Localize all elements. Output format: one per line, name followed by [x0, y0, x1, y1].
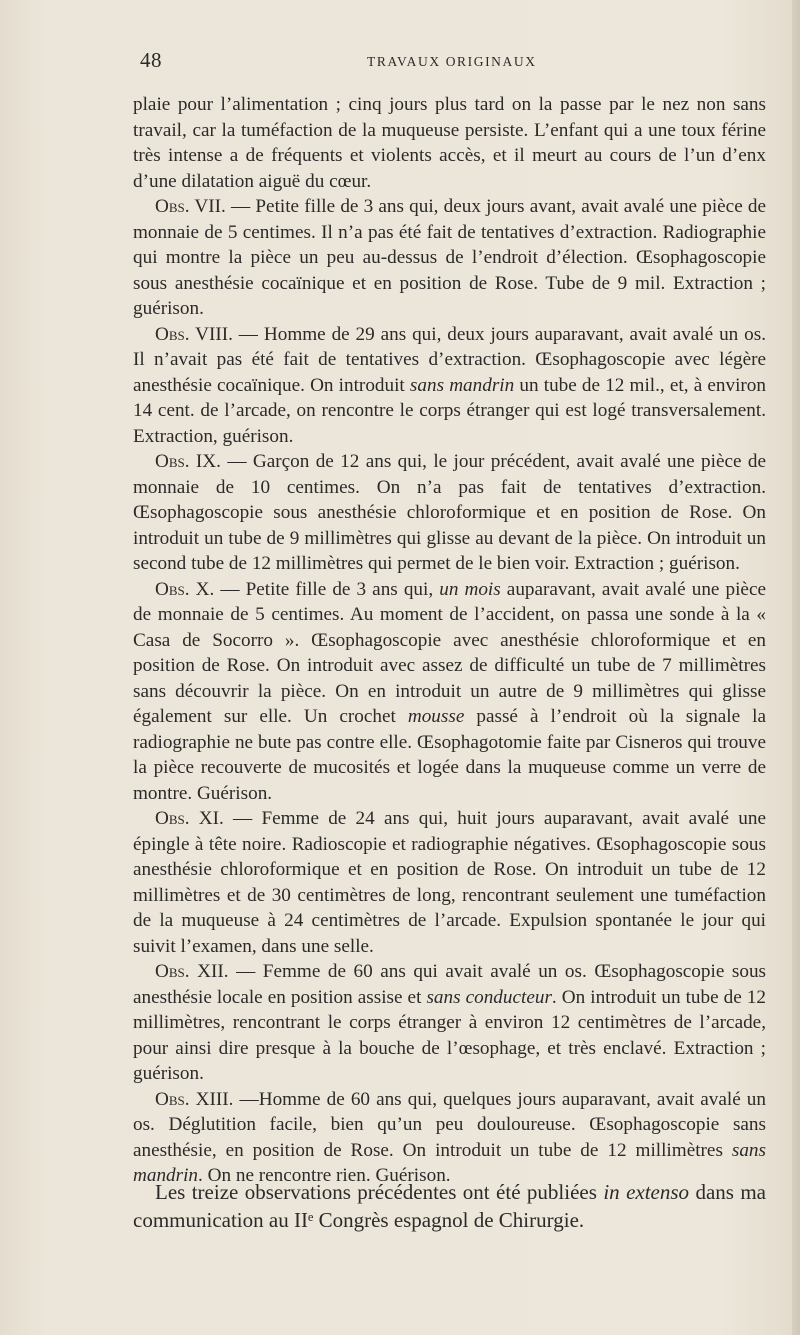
observation-paragraph — [133, 959, 766, 1087]
observation-paragraph — [133, 577, 766, 807]
observation-paragraph — [133, 1087, 766, 1189]
observation-text: . On ne rencontre rien. Guérison. — [198, 1165, 451, 1186]
closing-italic: in extenso — [603, 1180, 690, 1204]
observation-text: passé à l’endroit où la signale la radiographie ne bute pas contre elle. Œsophagotomie faite par Cisneros qui trouve la pièce recouverte de mucosités et logée dans la muqueuse comme un verre de montre. Guérison. — [133, 706, 766, 804]
page-number: 48 — [140, 48, 162, 72]
observation-paragraph — [133, 806, 766, 959]
observation-text: — Garçon de 12 ans qui, le jour précédent, avait avalé une pièce de monnaie de 10 centimes. On n’a pas fait de tentatives d’extraction. Œsophagoscopie sous anesthésie chloroformique et en position de Rose. On introduit un tube de 9 millimètres qui glisse au devant de la pièce. On introduit un second tube de 12 millimètres qui permet de le bien voir. Extraction ; guérison. — [133, 451, 766, 574]
observations-list — [133, 194, 766, 1189]
page-edge-shadow — [792, 0, 800, 1335]
observation-label: Obs. XI. — [155, 808, 224, 829]
closing-after: dans ma communication au IIᵉ Congrès espagnol de Chirurgie. — [133, 1180, 767, 1232]
closing-text — [133, 1178, 766, 1234]
observation-text: —Homme de 60 ans qui, quelques jours auparavant, avait avalé un os. Déglutition facile, bien qu’un peu douloureuse. Œsophagoscopie sans anesthésie, en position de Rose. On introduit un tube de 12 millimètres — [133, 1088, 766, 1161]
observation-paragraph — [133, 322, 766, 450]
body-text — [133, 92, 766, 1189]
italic-phrase: sans conducteur — [426, 986, 552, 1008]
observation-label: Obs. XIII. — [155, 1088, 234, 1110]
observation-label: Obs. X. — [155, 578, 215, 600]
observation-paragraph — [133, 194, 766, 322]
observation-label: Obs. VII. — [155, 196, 226, 217]
italic-phrase: un mois — [439, 578, 501, 600]
observation-label: Obs. VIII. — [155, 323, 233, 345]
observation-text: — Homme de 29 ans qui, deux jours auparavant, avait avalé un os. Il n’avait pas été fait de tentatives d’extraction. Œsophagoscopie avec légère anesthésie cocaïnique. On introduit — [133, 323, 767, 396]
observation-text: auparavant, avait avalé une pièce de monnaie de 5 centimes. Au moment de l’accident, on passa une sonde à la « Casa de Socorro ». Œsophagoscopie avec anesthésie chloroformique et en position de Rose. On introduit avec assez de difficulté un tube de 7 millimètres sans découvrir la pièce. On en introduit un autre de 9 millimètres qui glisse également sur elle. Un crochet — [133, 578, 766, 727]
observation-text: — Femme de 24 ans qui, huit jours auparavant, avait avalé une épingle à tête noire. Radioscopie et radiographie négatives. Œsophagoscopie sous anesthésie chloroformique et en position de Rose. On introduit un tube de 12 millimètres et de 30 centimètres de long, rencontrant seulement une tuméfaction de la muqueuse à 24 centimètres de l’arcade. Expulsion spontanée le jour qui suivit l’examen, dans une selle. — [133, 808, 766, 957]
observation-text: — Petite fille de 3 ans qui, deux jours avant, avait avalé une pièce de monnaie de 5 centimes. Il n’a pas été fait de tentatives d’extraction. Radiographie qui montre la pièce un peu au-dessus de l’endroit d’élection. Œsophagoscopie sous anesthésie cocaïnique et en position de Rose. Tube de 9 mil. Extraction ; guérison. — [133, 196, 767, 319]
closing-paragraph — [133, 1178, 766, 1234]
closing-before: Les treize observations précédentes ont été publiées — [155, 1180, 604, 1204]
italic-phrase: sans mandrin — [133, 1139, 766, 1186]
observation-paragraph — [133, 449, 766, 577]
observation-text: . On introduit un tube de 12 millimètres, rencontrant le corps étranger à environ 12 centimètres de l’arcade, pour ainsi dire presque à la bouche de l’œsophage, et très enclavé. Extraction ; guérison. — [133, 986, 767, 1084]
observation-text: — Femme de 60 ans qui avait avalé un os. Œsophagoscopie sous anesthésie locale en position assise et — [133, 961, 766, 1008]
observation-label: Obs. XII. — [155, 961, 229, 982]
continuation-paragraph: plaie pour l’alimentation ; cinq jours plus tard on la passe par le nez non sans travail, car la tuméfaction de la muqueuse persiste. L’enfant qui a une toux férine très intense a de fréquents et violents accès, et il meurt au cours de l’un d’enx d’une dilatation aiguë du cœur. — [133, 94, 766, 192]
italic-phrase: sans mandrin — [409, 374, 515, 396]
observation-text: — Petite fille de 3 ans qui, — [214, 578, 440, 600]
observation-text: un tube de 12 mil., et, à environ 14 cent. de l’arcade, on rencontre le corps étranger qui est logé transversalement. Extraction, guérison. — [133, 374, 766, 447]
observation-label: Obs. IX. — [155, 451, 221, 472]
running-head: TRAVAUX ORIGINAUX — [367, 54, 537, 69]
italic-phrase: mousse — [407, 706, 465, 727]
